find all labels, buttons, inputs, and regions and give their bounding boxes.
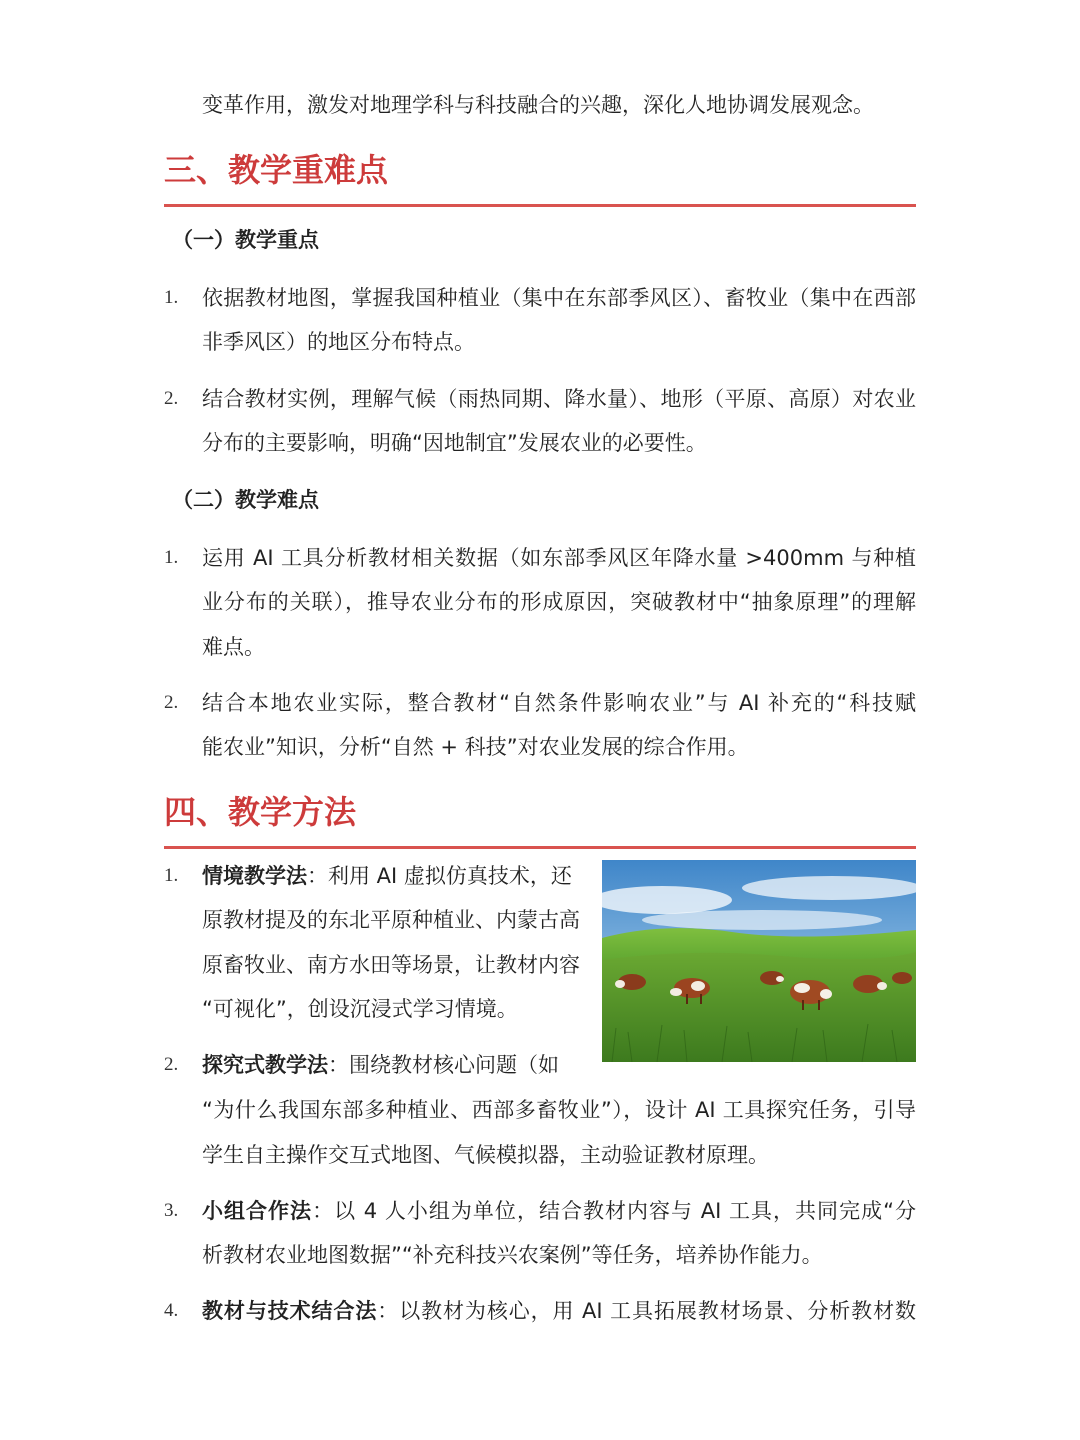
- key-point-1-line-2: 非季风区）的地区分布特点。: [202, 330, 475, 354]
- method-2-label: 探究式教学法: [202, 1053, 328, 1077]
- method-1-line-1-rest: ：利用 AI 虚拟仿真技术，还: [307, 864, 572, 888]
- key-point-2-number: 2.: [164, 388, 179, 409]
- method-2-line-1: [202, 1050, 559, 1080]
- method-4-line-1: [202, 1296, 916, 1326]
- difficult-point-1-number: 1.: [164, 547, 179, 568]
- difficult-point-2-line-1: 结合本地农业实际，整合教材“自然条件影响农业”与 AI 补充的“科技赋: [202, 691, 916, 715]
- method-4-label: 教材与技术结合法: [202, 1299, 378, 1323]
- method-3-line-1-rest: ：以 4 人小组为单位，结合教材内容与 AI 工具，共同完成“分: [312, 1199, 917, 1223]
- method-3-line-2: 析教材农业地图数据”“补充科技兴农案例”等任务，培养协作能力。: [202, 1243, 823, 1267]
- method-2-line-1-rest: ：围绕教材核心问题（如: [328, 1053, 559, 1077]
- method-1-line-1: [202, 861, 572, 891]
- difficult-point-1-line-1: 运用 AI 工具分析教材相关数据（如东部季风区年降水量 >400mm 与种植: [202, 546, 916, 570]
- method-4-line-1-rest: ：以教材为核心，用 AI 工具拓展教材场景、分析教材数: [377, 1299, 916, 1323]
- grassland-cattle-photo: [602, 860, 916, 1062]
- intro-tail-text: 变革作用，激发对地理学科与科技融合的兴趣，深化人地协调发展观念。: [202, 93, 874, 117]
- difficult-point-2-line-2: 能农业”知识，分析“自然 + 科技”对农业发展的综合作用。: [202, 735, 749, 759]
- method-3-label: 小组合作法: [202, 1199, 313, 1223]
- method-4-number: 4.: [164, 1300, 179, 1321]
- method-3-line-1: [202, 1196, 916, 1226]
- section-3-title: 三、教学重难点: [164, 151, 389, 189]
- key-point-2-line-1: 结合教材实例，理解气候（雨热同期、降水量）、地形（平原、高原）对农业: [202, 387, 916, 411]
- difficult-points-title: （二）教学难点: [172, 488, 319, 512]
- section-3-rule: [164, 204, 916, 207]
- key-point-2-line-2: 分布的主要影响，明确“因地制宜”发展农业的必要性。: [202, 431, 707, 455]
- method-1-line-4: “可视化”，创设沉浸式学习情境。: [202, 997, 518, 1021]
- method-1-line-3: 原畜牧业、南方水田等场景，让教材内容: [202, 953, 580, 977]
- method-1-label: 情境教学法: [202, 864, 307, 888]
- difficult-point-1-line-3: 难点。: [202, 635, 265, 659]
- section-4-title: 四、教学方法: [164, 793, 357, 831]
- key-point-1-line-1: 依据教材地图，掌握我国种植业（集中在东部季风区）、畜牧业（集中在西部: [202, 286, 916, 310]
- method-1-number: 1.: [164, 865, 179, 886]
- method-2-line-2: “为什么我国东部多种植业、西部多畜牧业”），设计 AI 工具探究任务，引导: [202, 1098, 916, 1122]
- difficult-point-2-number: 2.: [164, 692, 179, 713]
- difficult-point-1-line-2: 业分布的关联），推导农业分布的形成原因，突破教材中“抽象原理”的理解: [202, 590, 916, 614]
- method-2-line-3: 学生自主操作交互式地图、气候模拟器，主动验证教材原理。: [202, 1143, 769, 1167]
- method-1-line-2: 原教材提及的东北平原种植业、内蒙古高: [202, 908, 580, 932]
- method-2-number: 2.: [164, 1054, 179, 1075]
- section-4-rule: [164, 846, 916, 849]
- method-3-number: 3.: [164, 1200, 179, 1221]
- key-points-title: （一）教学重点: [172, 228, 319, 252]
- key-point-1-number: 1.: [164, 287, 179, 308]
